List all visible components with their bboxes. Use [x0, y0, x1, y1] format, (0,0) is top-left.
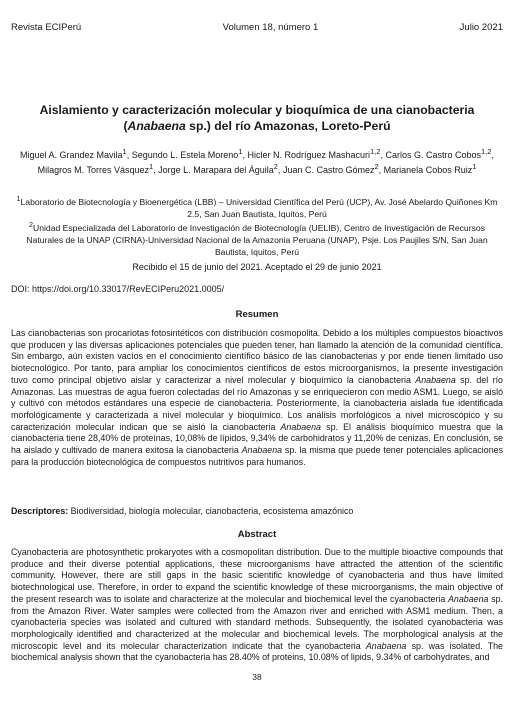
resumen-text: sp. El análisis bioquímico muestra que la cianobacteria tiene 28,40% de proteínas, 10,08% de lípidos, 9,34% de carbohidratos y 11,20% de cenizas. En conclusión, se ha aislado y cultivado de manera exitosa la cianobacteria — [11, 421, 503, 456]
affiliation-number: 1 — [16, 195, 21, 203]
abstract-heading: Abstract — [237, 529, 277, 540]
running-header — [11, 22, 503, 33]
author: Carlos G. Castro Cobos — [385, 150, 482, 160]
author-aff: 1 — [148, 162, 154, 171]
page-number: 38 — [252, 672, 262, 682]
keywords-text: Biodiversidad, biología molecular, cianobacteria, ecosistema amazónico — [68, 506, 354, 516]
abstract-text: sp. from the Amazon River. Water samples were collected from the Amazon river and enriched with ASM1 medium. Then, a cyanobacteria species was isolated and cultured with standard methods. Subsequently, the isolated cyanobacteria was morphologically identified and characterized at the molecular and biochemical levels. The morphological analysis at the microscopic level and its molecular characterization indicate that the cyanobacteria — [11, 593, 503, 651]
received-dates: Recibido el 15 de junio del 2021. Aceptado el 29 de junio 2021 — [132, 262, 382, 272]
resumen-text: sp. la misma que puede tener potenciales aplicaciones para la producción biotecnológica de compuestos nutritivos para humanos. — [11, 445, 504, 467]
title-paren: ( — [123, 119, 128, 133]
title-line-1: Aislamiento y caracterización molecular y bioquímica de una cianobacteria — [39, 103, 475, 117]
affiliation-number: 2 — [29, 221, 34, 230]
resumen-text: Las cianobacterias son procariotas fotosintéticos con distribución cosmopolita. Debido a los múltiples compuestos bioactivos que producen y las diversas aplicaciones potenciales que pueden tener, han llamado la atención de la comunidad científica. Sin embargo, aún existen vacíos en el conocimiento científico básico de las cianobacterias y por ende tienen limitado uso biotecnológico. Por tanto, para ampliar los conocimientos científicos de estos microorganismos, la presente investigación tuvo como principal objetivo aislar y caracterizar a nivel molecular y bioquímico la cianobacteria — [11, 328, 503, 385]
species-name: Anabaena — [415, 374, 456, 385]
doi-link[interactable]: DOI: https://doi.org/10.33017/RevECIPeru2021.0005/ — [11, 284, 225, 294]
author: Miguel A. Grandez Mavila — [20, 150, 123, 160]
issue-date: Julio 2021 — [459, 22, 503, 33]
author-aff: 1 — [238, 147, 243, 156]
volume-info: Volumen 18, número 1 — [222, 22, 319, 33]
affiliation-text: Laboratorio de Biotecnología y Bioenergética (LBB) – Universidad Científica del Perú (UCP), Av. José Abelardo Quiñones Km 2.5, San Juan Bautista, Iquitos, Perú — [20, 196, 498, 219]
journal-name: Revista ECIPerú — [11, 22, 82, 33]
paper-title — [30, 102, 484, 134]
title-line-2: sp.) del río Amazonas, Loreto-Perú — [185, 119, 391, 133]
author: Segundo L. Estela Moreno — [131, 150, 239, 160]
author-aff: 2 — [273, 162, 278, 171]
author-aff: 1 — [122, 147, 127, 156]
affiliation-text: Unidad Especializada del Laboratorio de Investigación de Biotecnología (UELIB), Centro de Investigación de Recursos Naturales de la UNAP (CIRNA)-Universidad Nacional de la Amazonia Peruana (UNAP), Psje. Los Paujiles S/N, San Juan Bautista, Iquitos, Perú — [26, 223, 488, 257]
resumen-body — [11, 328, 503, 468]
author: Hicler N. Rodríguez Mashacuri — [247, 150, 371, 160]
resumen-heading: Resumen — [235, 309, 279, 320]
keywords — [11, 506, 503, 516]
author-aff: 2 — [374, 162, 379, 171]
abstract-body — [11, 547, 503, 664]
affiliation-2 — [12, 220, 502, 258]
keywords-label: Descriptores: — [11, 506, 69, 516]
author: Milagros M. Torres Vásquez — [37, 165, 149, 175]
author: Jorge L. Marapara del Águila — [158, 165, 274, 175]
author-aff: 1,2 — [481, 147, 492, 156]
species-name: Anabaena — [448, 593, 489, 604]
affiliations — [12, 194, 502, 259]
author-aff: 1 — [472, 162, 477, 171]
resumen-text: sp. del río Amazonas. Las muestras de agua fueron colectadas del río Amazonas y se enriquecieron con medio ASM1. Luego, se aisló y cultivó con métodos estándares una especie de cianobacteria. Posteriormente, la cianobacteria aislada fue identificada morfológicamente y caracterizada a nivel molecular y bioquímico. Los análisis morfológicos a nivel microscópico y su caracterización molecular indican que se aisló la cianobacteria — [11, 374, 503, 432]
author-aff: 1,2 — [370, 147, 381, 156]
author: Juan C. Castro Gómez — [282, 165, 375, 175]
species-name: Anabaena — [280, 421, 321, 432]
species-name: Anabaena — [241, 445, 283, 456]
author: Marianela Cobos Ruiz — [383, 165, 473, 175]
abstract-text: Cyanobacteria are photosynthetic prokaryotes with a cosmopolitan distribution. Due to the multiple bioactive compounds that produce and their diverse potential applications, these microorganisms have attracted the attention of the scientific community. However, there are still gaps in the basic scientific knowledge of cyanobacteria and thus have limited biotechnological use. Therefore, in order to expand the scientific knowledge of these microorganisms, the main objective of the present research was to isolate and characterize at the molecular and biochemical level the cyanobacteria — [11, 547, 503, 604]
species-name: Anabaena — [365, 640, 407, 651]
title-species: Anabaena — [127, 119, 186, 133]
author-list: Miguel A. Grandez Mavila$^1$, Segundo L. Estela Moreno$^1$, Hicler N. Rodríguez Mashacuri$^{1,2}$, Carlos G. Castro Cobos$^{1,2}$, Milagros M. Torres Vásquez$^1$, Jorge L. Marapara del Águila$^2$, Juan C. Castro Gómez$^2$, Marianela Cobos Ruiz$^1$ — [20, 147, 494, 175]
affiliation-1 — [12, 194, 502, 220]
abstract-text: sp. was isolated. The biochemical analysis shown that the cyanobacteria has 28.40% of proteins, 10.08% of lipids, 9.34% of carbohydrates, and — [11, 640, 503, 663]
